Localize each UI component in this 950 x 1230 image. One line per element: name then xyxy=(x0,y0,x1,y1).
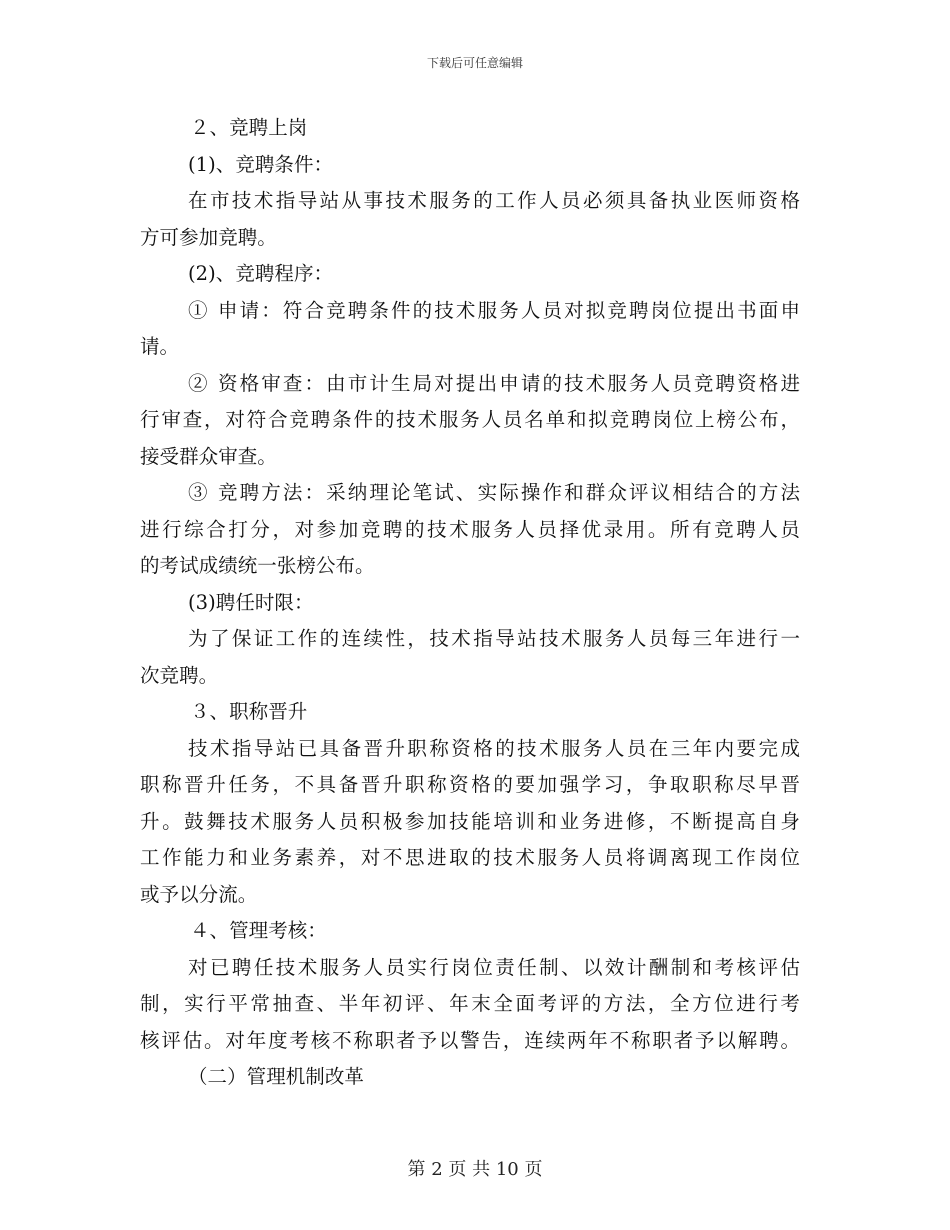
paragraph-line: 核评估。对年度考核不称职者予以警告，连续两年不称职者予以解聘。 xyxy=(140,1028,800,1052)
paragraph-line: 对已聘任技术服务人员实行岗位责任制、以效计酬制和考核评估 xyxy=(188,955,800,979)
paragraph-line: 制，实行平常抽查、半年初评、年末全面考评的方法，全方位进行考 xyxy=(140,992,800,1015)
paragraph-line: 次竞聘。 xyxy=(140,663,219,687)
paragraph-line: ③ 竞聘方法：采纳理论笔试、实际操作和群众评议相结合的方法 xyxy=(188,481,800,504)
paragraph-line: 升。鼓舞技术服务人员积极参加技能培训和业务进修，不断提高自身 xyxy=(140,809,800,833)
paragraph-line: 接受群众审查。 xyxy=(140,444,277,468)
page-number-footer: 第 2 页 共 10 页 xyxy=(407,1159,543,1180)
paragraph-line: 技术指导站已具备晋升职称资格的技术服务人员在三年内要完成 xyxy=(188,736,800,760)
paragraph-line: 工作能力和业务素养，对不思进取的技术服务人员将调离现工作岗位 xyxy=(140,846,800,869)
paragraph-line: ① 申请：符合竞聘条件的技术服务人员对拟竞聘岗位提出书面申 xyxy=(188,298,800,322)
paragraph-line: 在市技术指导站从事技术服务的工作人员必须具备执业医师资格 xyxy=(188,189,800,212)
section-heading-2: ２、竞聘上岗 xyxy=(190,116,308,139)
section-heading-4: ４、管理考核： xyxy=(190,919,327,942)
paragraph-line: ② 资格审查：由市计生局对提出申请的技术服务人员竞聘资格进 xyxy=(188,371,800,395)
paragraph-line: 行审查，对符合竞聘条件的技术服务人员名单和拟竞聘岗位上榜公布， xyxy=(140,408,800,431)
paragraph-line: 为了保证工作的连续性，技术指导站技术服务人员每三年进行一 xyxy=(188,627,800,650)
paragraph-line: 进行综合打分，对参加竞聘的技术服务人员择优录用。所有竞聘人员 xyxy=(140,517,800,541)
paragraph-line: 的考试成绩统一张榜公布。 xyxy=(140,554,375,577)
section-heading-two: （二）管理机制改革 xyxy=(188,1065,364,1088)
paragraph-line: 方可参加竞聘。 xyxy=(140,225,277,249)
paragraph-line: 职称晋升任务，不具备晋升职称资格的要加强学习，争取职称尽早晋 xyxy=(140,773,800,796)
subheading-term: (3)聘任时限： xyxy=(188,590,314,614)
paragraph-line: 请。 xyxy=(140,335,180,358)
subheading-conditions: (1)、竞聘条件： xyxy=(188,152,334,176)
page-header: 下载后可任意编辑 xyxy=(426,56,523,70)
body-text xyxy=(140,110,800,1096)
section-heading-3: ３、职称晋升 xyxy=(190,700,308,723)
subheading-procedure: (2)、竞聘程序： xyxy=(188,262,334,285)
paragraph-line: 或予以分流。 xyxy=(140,882,258,906)
